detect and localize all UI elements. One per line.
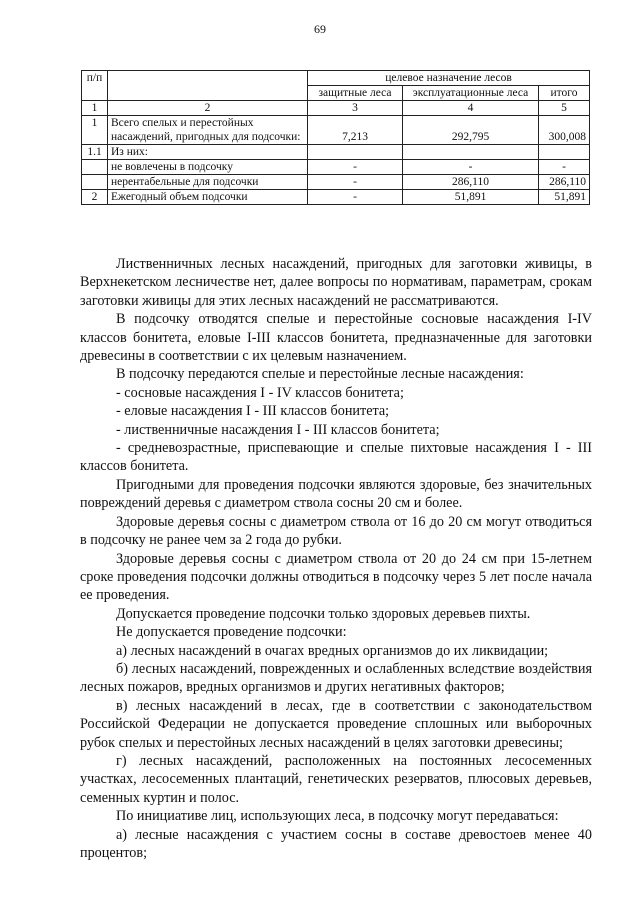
paragraph: В подсочку отводятся спелые и перестойные сосновые насаждения I-IV классов бонитета, еловые I-III классов бонитета, предназначенные для заготовки древесины в соответствии с их целевым назначением.	[80, 311, 592, 365]
header-group: целевое назначение лесов	[308, 71, 590, 86]
table-row	[82, 160, 590, 175]
row-label: Ежегодный объем подсочки	[108, 190, 308, 205]
paragraph: Лиственничных лесных насаждений, пригодных для заготовки живицы, в Верхнекетском лесничестве нет, далее вопросы по нормативам, параметрам, срокам заготовки живицы для этих лесных насаждений не рассматриваются.	[80, 256, 592, 309]
list-item: г) лесных насаждений, расположенных на постоянных лесосеменных участках, лесосеменных плантаций, генетических резерватов, плюсовых деревьев, семенных куртин и полос.	[80, 752, 592, 806]
forest-tapping-table	[81, 70, 590, 205]
row-num	[82, 160, 108, 175]
paragraph: Допускается проведение подсочки только здоровых деревьев пихты.	[116, 605, 531, 622]
row-label: нерентабельные для подсочки	[108, 175, 308, 190]
paragraph: В подсочку передаются спелые и перестойные лесные насаждения:	[116, 366, 524, 383]
document-body	[80, 255, 592, 862]
index-cell: 1	[82, 101, 108, 116]
row-value-protective	[308, 145, 403, 160]
page-number: 69	[314, 22, 326, 36]
index-cell: 3	[308, 101, 403, 116]
list-item: - средневозрастные, приспевающие и спелые пихтовые насаждения I - III классов бонитета.	[80, 440, 592, 475]
row-value-total: 286,110	[539, 175, 590, 190]
row-value-exploitation	[403, 145, 539, 160]
table-header-row	[82, 71, 590, 86]
paragraph: По инициативе лиц, использующих леса, в подсочку могут передаваться:	[116, 808, 559, 825]
row-value-protective: -	[308, 160, 403, 175]
row-num	[82, 175, 108, 190]
list-item: а) лесные насаждения с участием сосны в составе древостоев менее 40 процентов;	[80, 826, 592, 861]
index-cell: 2	[108, 101, 308, 116]
list-item: в) лесных насаждений в лесах, где в соответствии с законодательством Российской Федерации не допускается проведение сплошных или выборочных рубок спелых и перестойных лесных насаждений в целях заготовки древесины;	[80, 697, 592, 751]
row-num: 2	[82, 190, 108, 205]
table-index-row	[82, 101, 590, 116]
table-row	[82, 116, 590, 145]
paragraph: Здоровые деревья сосны с диаметром ствола от 16 до 20 см могут отводиться в подсочку не ранее чем за 2 года до рубки.	[80, 513, 592, 549]
row-value-exploitation: 51,891	[403, 190, 539, 205]
paragraph: Здоровые деревья сосны с диаметром ствола от 20 до 24 см при 15-летнем сроке проведения подсочки должны отводиться в подсочку через 5 лет после начала ее проведения.	[80, 550, 592, 604]
table-row	[82, 175, 590, 190]
row-value-exploitation: -	[403, 160, 539, 175]
list-item: - еловые насаждения I - III классов бонитета;	[116, 403, 390, 420]
header-total: итого	[539, 86, 590, 101]
row-label: Всего спелых и перестойных насаждений, пригодных для подсочки:	[108, 116, 308, 145]
index-cell: 4	[403, 101, 539, 116]
row-num: 1	[82, 116, 108, 145]
header-protective: защитные леса	[308, 86, 403, 101]
list-item: б) лесных насаждений, поврежденных и ослабленных вследствие воздействия лесных пожаров, вредных организмов и других негативных факторов;	[80, 660, 592, 696]
list-item: - лиственничные насаждения I - III классов бонитета;	[116, 421, 440, 438]
row-value-total: 300,008	[539, 116, 590, 145]
paragraph: Не допускается проведение подсочки:	[116, 624, 347, 641]
index-cell: 5	[539, 101, 590, 116]
row-label: Из них:	[108, 145, 308, 160]
row-value-exploitation: 286,110	[403, 175, 539, 190]
row-value-total	[539, 145, 590, 160]
table-row	[82, 190, 590, 205]
list-item: а) лесных насаждений в очагах вредных организмов до их ликвидации;	[116, 642, 549, 659]
row-value-protective: -	[308, 190, 403, 205]
row-value-exploitation: 292,795	[403, 116, 539, 145]
row-value-protective: -	[308, 175, 403, 190]
row-label: не вовлечены в подсочку	[108, 160, 308, 175]
header-blank	[108, 71, 308, 101]
header-num: п/п	[82, 71, 108, 101]
row-value-total: 51,891	[539, 190, 590, 205]
row-value-protective: 7,213	[308, 116, 403, 145]
table-row	[82, 145, 590, 160]
header-exploitation: эксплуатационные леса	[403, 86, 539, 101]
paragraph: Пригодными для проведения подсочки являются здоровые, без значительных повреждений деревья с диаметром ствола сосны 20 см и более.	[80, 476, 592, 512]
row-num: 1.1	[82, 145, 108, 160]
row-value-total: -	[539, 160, 590, 175]
list-item: - сосновые насаждения I - IV классов бонитета;	[116, 384, 404, 401]
